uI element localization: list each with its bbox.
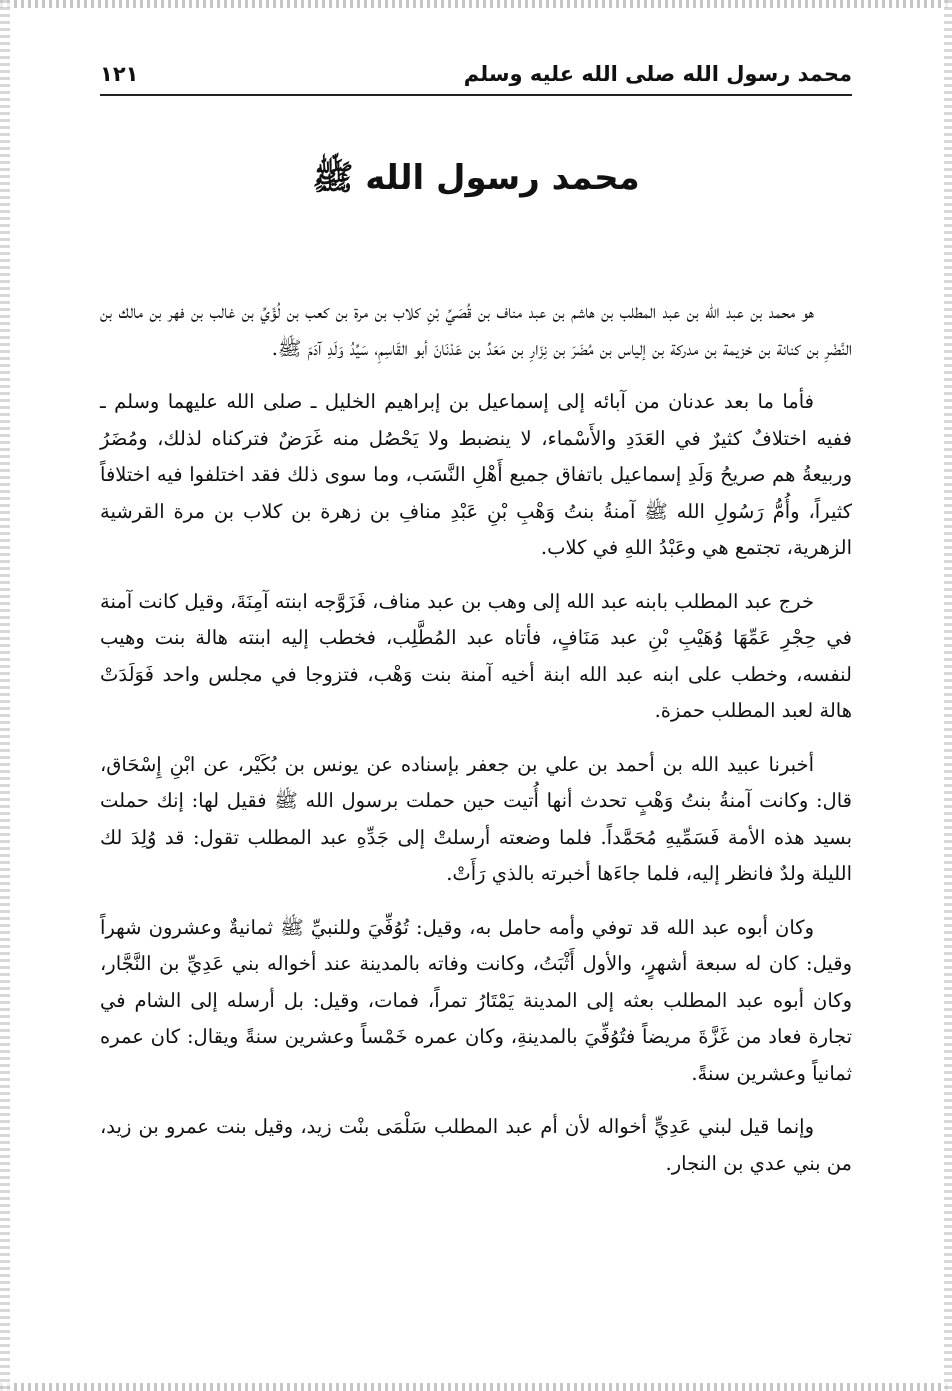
- body-text: [100, 294, 852, 1182]
- chapter-title: محمد رسول الله ﷺ: [312, 158, 640, 198]
- paragraph-lineage: هو محمد بن عبد الله بن عبد المطلب بن هاشم بن عبد مناف بن قُصَيِّ بْنِ كلاب بن مرة بن كعب بن لُؤَيِّ بن غالب بن فهر بن مالك بن النَّضْرِ بن كنانة بن خزيمة بن مدركة بن إلياس بن مُضَرَ بن نِزَارِ بن مَعَدِّ بن عَدْنَانَ أبو القَاسِمِ، سَيِّدُ وَلَدِ آدَمَ ﷺ.: [100, 300, 852, 360]
- decorative-border-left: [0, 0, 10, 1391]
- decorative-border-right: [944, 0, 952, 1391]
- running-title: محمد رسول الله صلى الله عليه وسلم: [463, 62, 852, 86]
- paragraph-ancestry-beyond-adnan: فأما ما بعد عدنان من آبائه إلى إسماعيل بن إبراهيم الخليل ـ صلى الله عليهما وسلم ـ ففيه اختلافٌ كثيرٌ في العَدَدِ والأَسْماء، لا ينضبط ولا يَحْصُل منه غَرَضٌ فتركناه لذلك، ومُضَرُ وربيعةُ هم صريحُ وَلَدِ إسماعيل باتفاق جميع أَهْلِ النَّسَب، وما سوى ذلك فقد اختلفوا فيه اختلافاً كثيراً، وأُمُّ رَسُولِ الله ﷺ آمنةُ بنتُ وَهْبِ بْنِ عَبْدِ منافِ بن زهرة بن كلاب بن مرة القرشية الزهرية، تجتمع هي وعَبْدُ اللهِ في كلاب.: [100, 390, 852, 559]
- decorative-border-bottom: [0, 1383, 952, 1391]
- paragraph-father-death: وكان أبوه عبد الله قد توفي وأمه حامل به، وقيل: تُوُفِّيَ وللنبيِّ ﷺ ثمانيةٌ وعشرون شهراً وقيل: كان له سبعة أشهرٍ، والأول أَثْبَتُ، وكانت وفاته بالمدينة عند أخواله بني عَدِيِّ بن النَّجَّار، وكان أبوه عبد المطلب بعثه إلى المدينة يَمْتَارُ تمراً، فمات، وقيل: بل أرسله إلى الشام في تجارة فعاد من غَزَّةَ مريضاً فتُوُفِّيَ بالمدينةِ، وكان عمره خَمْساً وعشرين سنةً ويقال: كان عمره ثمانياً وعشرين سنةً.: [100, 915, 852, 1085]
- page-header: [100, 58, 852, 96]
- page-number: ١٢١: [100, 62, 139, 86]
- paragraph-birth-narration: أخبرنا عبيد الله بن أحمد بن علي بن جعفر بإسناده عن يونس بن بُكَيْر، عن ابْنِ إِسْحَاق، قال: وكانت آمنةُ بنتُ وَهْبٍ تحدث أنها أُتيت حين حملت برسول الله ﷺ فقيل لها: إنك حملت بسيد هذه الأمة فَسَمِّيهِ مُحَمَّداً. فلما وضعته أرسلتْ إلى جَدِّهِ عبد المطلب تقول: قد وُلِدَ لك الليلة ولدٌ فانظر إليه، فلما جاءَها أخبرته بالذي رَأَتْ.: [100, 752, 852, 885]
- paragraph-marriage: خرج عبد المطلب بابنه عبد الله إلى وهب بن عبد مناف، فَزَوَّجه ابنته آمِنَةَ، وقيل كانت آمنة في حِجْرِ عَمِّهَا وُهَيْبِ بْنِ عبد مَنَافٍ، فأتاه عبد المُطَّلِب، فخطب إليه ابنته هالة بنت وهيب لنفسه، وخطب على ابنه عبد الله ابنة أخيه آمنة بنت وَهْب، فتزوجا في مجلس واحد فَوَلَدَتْ هالة لعبد المطلب حمزة.: [100, 589, 852, 722]
- decorative-border-top: [0, 0, 952, 8]
- paragraph-maternal-uncles: وإنما قيل لبني عَدِيٍّ أخواله لأن أم عبد المطلب سَلْمَى بنْت زيد، وقيل بنت عمرو بن زيد، من بني عدي بن النجار.: [100, 1115, 852, 1175]
